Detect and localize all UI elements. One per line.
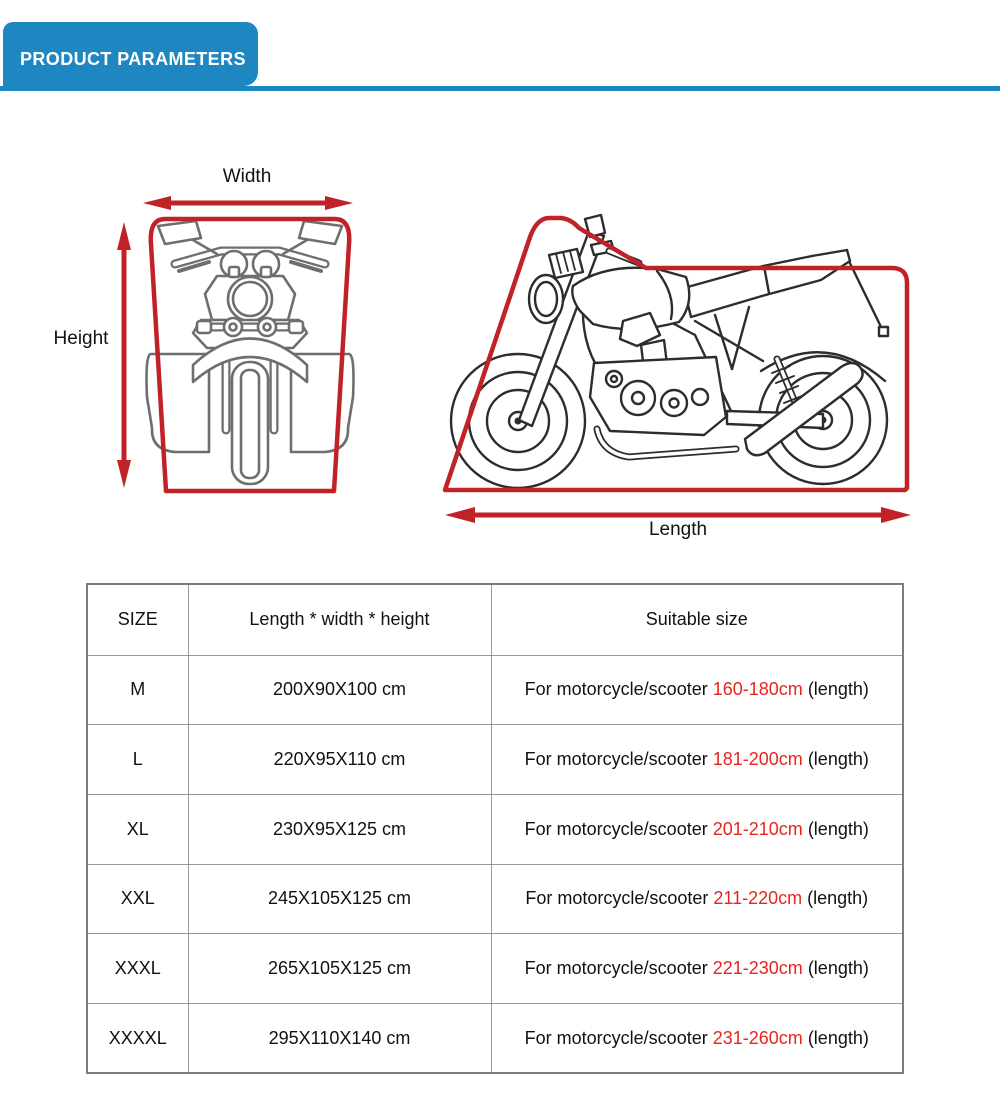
suitable-range: 211-220cm xyxy=(713,888,803,909)
height-arrow-icon xyxy=(117,222,131,488)
width-arrow-icon xyxy=(143,196,353,210)
motorcycle-side-view-diagram xyxy=(433,193,913,531)
header-underline xyxy=(0,86,1000,91)
length-arrow-icon xyxy=(445,507,911,523)
suitable-prefix: For motorcycle/scooter xyxy=(524,749,708,770)
suitable-prefix: For motorcycle/scooter xyxy=(525,888,709,909)
suitable-prefix: For motorcycle/scooter xyxy=(524,1027,708,1048)
motorcycle-side-view-drawing xyxy=(451,215,888,488)
dimensions-cell: 295X110X140 cm xyxy=(188,1003,491,1073)
suitable-range: 181-200cm xyxy=(712,749,803,770)
size-cell: XXXXL xyxy=(87,1003,188,1073)
suitable-suffix: (length) xyxy=(807,818,869,839)
suitable-prefix: For motorcycle/scooter xyxy=(524,679,708,700)
suitable-cell xyxy=(491,794,903,864)
size-cell: XXXL xyxy=(87,934,188,1004)
col-header-size: SIZE xyxy=(87,584,188,655)
size-cell: M xyxy=(87,655,188,725)
dimensions-cell: 245X105X125 cm xyxy=(188,864,491,934)
suitable-cell xyxy=(491,655,903,725)
page-title: PRODUCT PARAMETERS xyxy=(20,48,246,69)
suitable-cell xyxy=(491,864,903,934)
dimensions-cell: 265X105X125 cm xyxy=(188,934,491,1004)
dimensions-cell: 220X95X110 cm xyxy=(188,725,491,795)
suitable-prefix: For motorcycle/scooter xyxy=(524,818,708,839)
dimensions-cell: 230X95X125 cm xyxy=(188,794,491,864)
table-row xyxy=(87,725,903,795)
width-label: Width xyxy=(222,166,272,187)
dimensions-cell: 200X90X100 cm xyxy=(188,655,491,725)
table-row xyxy=(87,655,903,725)
suitable-cell xyxy=(491,1003,903,1073)
height-label: Height xyxy=(53,328,109,349)
size-cell: XL xyxy=(87,794,188,864)
table-row xyxy=(87,934,903,1004)
size-table xyxy=(86,583,904,1074)
section-header-tab xyxy=(3,22,258,86)
suitable-suffix: (length) xyxy=(807,679,869,700)
table-header-row xyxy=(87,584,903,655)
col-header-suitable: Suitable size xyxy=(491,584,903,655)
table-row xyxy=(87,864,903,934)
suitable-suffix: (length) xyxy=(807,749,869,770)
suitable-range: 231-260cm xyxy=(712,1027,803,1048)
col-header-dimensions: Length * width * height xyxy=(188,584,491,655)
suitable-range: 221-230cm xyxy=(712,958,803,979)
suitable-suffix: (length) xyxy=(807,1027,869,1048)
suitable-suffix: (length) xyxy=(807,958,869,979)
length-label: Length xyxy=(648,519,708,540)
table-row xyxy=(87,1003,903,1073)
suitable-range: 160-180cm xyxy=(712,679,803,700)
motorcycle-front-view-diagram xyxy=(105,192,365,504)
suitable-prefix: For motorcycle/scooter xyxy=(524,958,708,979)
table-row xyxy=(87,794,903,864)
suitable-cell xyxy=(491,725,903,795)
motorcycle-front-view-drawing xyxy=(147,221,354,484)
suitable-range: 201-210cm xyxy=(712,818,803,839)
size-cell: L xyxy=(87,725,188,795)
suitable-cell xyxy=(491,934,903,1004)
suitable-suffix: (length) xyxy=(807,888,869,909)
size-cell: XXL xyxy=(87,864,188,934)
